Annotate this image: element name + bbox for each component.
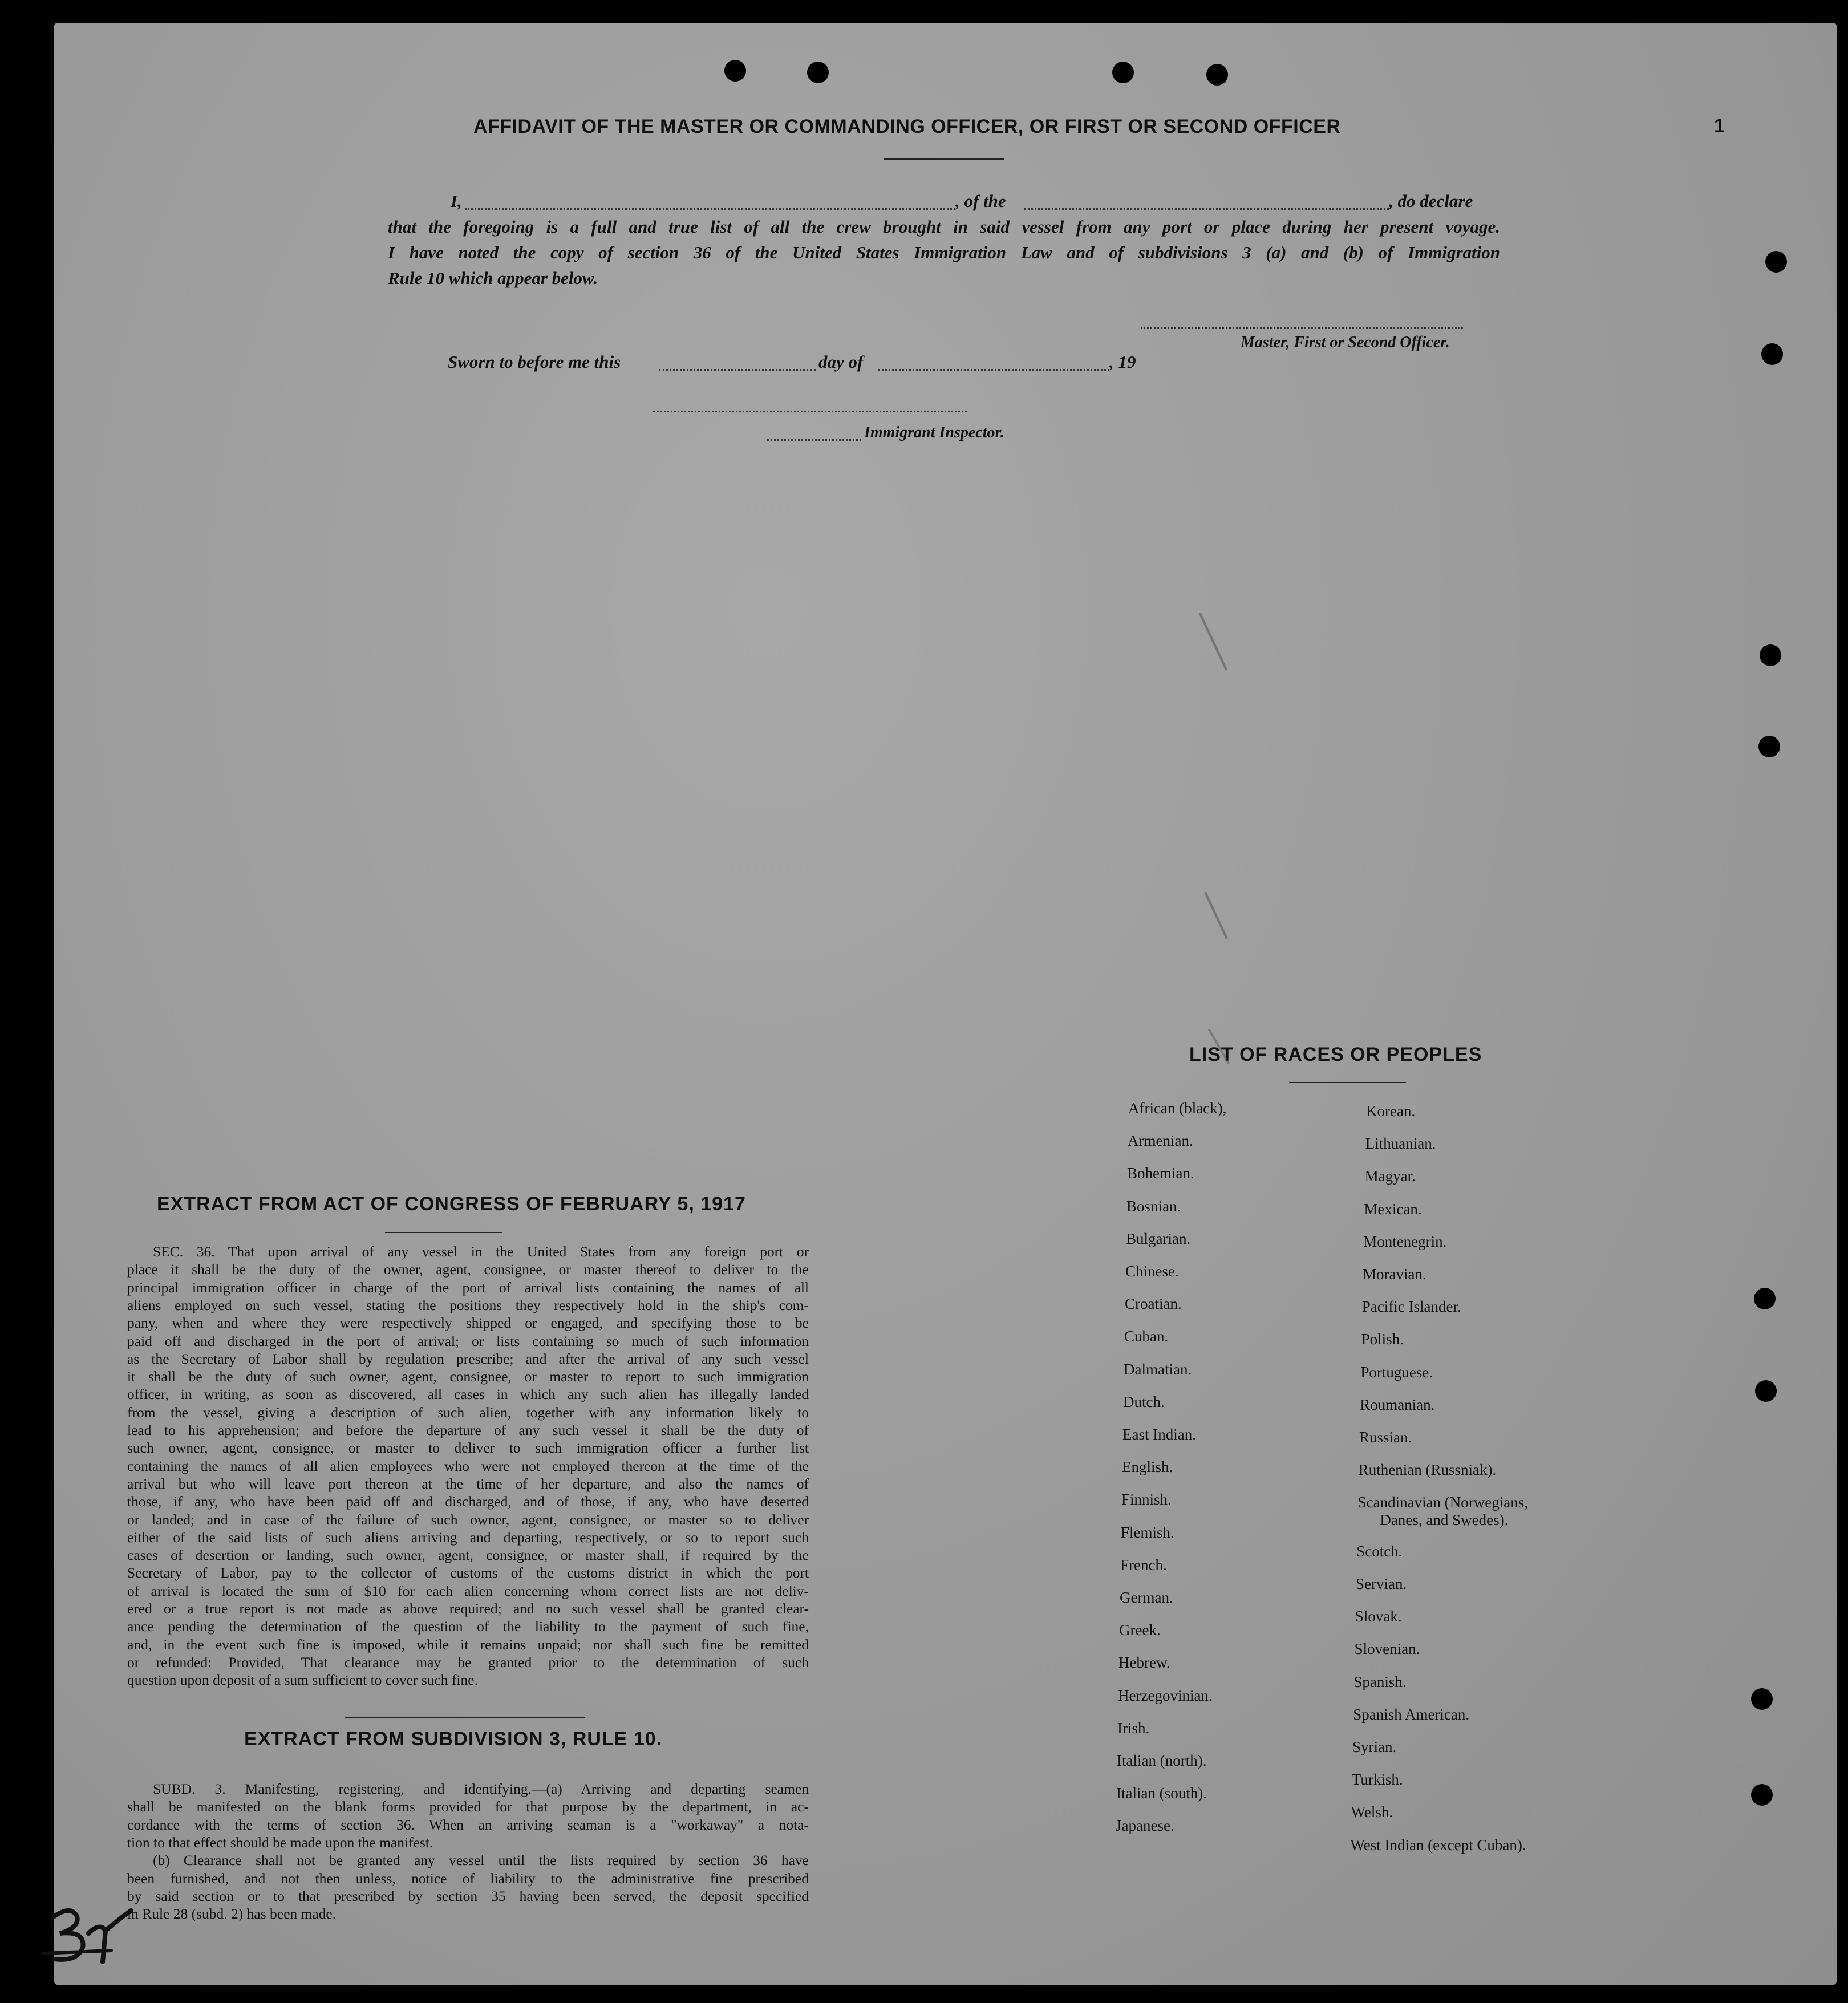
race-item: Russian. <box>1359 1429 1412 1446</box>
race-item: Hebrew. <box>1118 1654 1170 1672</box>
affidavit-i-label: I, <box>451 191 462 211</box>
race-item: Scandinavian (Norwegians, <box>1357 1494 1529 1511</box>
race-item: Finnish. <box>1121 1491 1172 1509</box>
race-item: Bohemian. <box>1127 1165 1194 1182</box>
act-text-line: paid off and discharged in the port of arrival; or lists containing so much of such information <box>127 1332 809 1349</box>
act-text-line: it shall be the duty of such owner, agent, consignee, or master to report to such immigration <box>127 1368 809 1385</box>
rule-text-line: shall be manifested on the blank forms provided for that purpose by the department, in ac- <box>127 1798 809 1815</box>
race-item: Pacific Islander. <box>1361 1298 1461 1316</box>
race-item: Scotch. <box>1356 1542 1403 1560</box>
race-item: Turkish. <box>1351 1771 1403 1789</box>
race-item: Italian (north). <box>1117 1752 1207 1769</box>
race-item: Mexican. <box>1364 1200 1422 1218</box>
act-text-line: either of the said lists of such aliens arriving and departing, respectively, or so to report such <box>127 1528 809 1546</box>
act-text-line: of arrival is located the sum of $10 for each alien concerning whom correct lists are not deliv- <box>127 1582 809 1599</box>
scan-streak <box>1199 613 1227 670</box>
vessel-blank[interactable] <box>1024 208 1389 210</box>
race-item: Herzegovinian. <box>1118 1686 1213 1704</box>
rule-text-line: (b) Clearance shall not be granted any vessel until the lists required by section 36 have <box>153 1852 809 1869</box>
punch-hole <box>1206 64 1228 86</box>
race-item: Servian. <box>1356 1575 1407 1592</box>
act-text-line: from the vessel, giving a description of such alien, together with any information likely to <box>127 1404 809 1421</box>
sworn-month-blank[interactable] <box>878 369 1109 371</box>
race-item: Polish. <box>1361 1331 1404 1348</box>
race-item: Syrian. <box>1352 1738 1397 1755</box>
race-item: Welsh. <box>1351 1803 1393 1821</box>
race-item: East Indian. <box>1122 1426 1196 1443</box>
race-item: Moravian. <box>1363 1266 1426 1283</box>
race-item: Montenegrin. <box>1363 1232 1447 1250</box>
race-item: West Indian (except Cuban). <box>1350 1836 1526 1854</box>
act-text-line: cases of desertion or landing, such owner, agent, consignee, or master shall, if required by the <box>127 1547 809 1564</box>
race-item: Flemish. <box>1121 1523 1174 1541</box>
scan-streak <box>1204 891 1228 939</box>
race-item: Dutch. <box>1123 1393 1165 1410</box>
act-text-line: arrival but who will leave port thereon at the time of her departure, and also the names of <box>127 1475 809 1492</box>
race-item: Spanish. <box>1353 1673 1407 1690</box>
inspector-caption: Immigrant Inspector. <box>864 424 1004 441</box>
race-item: English. <box>1122 1458 1173 1476</box>
act-text-line: as the Secretary of Labor shall by regulation prescribe; and after the arrival of any such vessel <box>127 1350 809 1367</box>
affidavit-line-3: Rule 10 which appear below. <box>388 268 598 288</box>
inspector-signature-blank-2[interactable] <box>767 439 861 441</box>
race-item: Roumanian. <box>1360 1396 1435 1413</box>
rule-text-line: SUBD. 3. Manifesting, registering, and identifying.—(a) Arriving and departing seamen <box>153 1781 809 1797</box>
act-text-line: and, in the event such fine is imposed, while it remains unpaid; nor shall such fine be remitted <box>127 1636 809 1653</box>
rule-text-line: in Rule 28 (subd. 2) has been made. <box>127 1905 337 1923</box>
race-item: Spanish American. <box>1353 1705 1470 1723</box>
races-title-rule <box>1289 1082 1406 1083</box>
race-item: Cuban. <box>1124 1328 1169 1345</box>
race-item: Lithuanian. <box>1365 1135 1436 1153</box>
handwritten-mark <box>31 1899 145 1985</box>
master-signature-blank[interactable] <box>1141 327 1463 329</box>
act-text-line: or landed; and in case of the failure of such owner, agent, consignee, or master so to deliver <box>127 1511 809 1528</box>
act-extract-title-rule <box>385 1232 502 1233</box>
rule-text-line: been furnished, and not then unless, notice of liability to the administrative fine prescribed <box>127 1870 809 1887</box>
act-text-line: ered or a true report is not made as above required; and no such vessel shall be granted clear- <box>127 1600 809 1617</box>
race-item: Chinese. <box>1125 1263 1179 1280</box>
inspector-signature-blank[interactable] <box>653 411 967 412</box>
act-text-line: question upon deposit of a sum sufficient to cover such fine. <box>127 1672 478 1689</box>
act-text-line: those, if any, who have been paid off and discharged, and of those, if any, who have deserted <box>127 1493 809 1510</box>
affidavit-do-declare: , do declare <box>1389 191 1473 211</box>
rule-text-line: by said section or to that prescribed by section 35 having been served, the deposit specified <box>127 1887 809 1904</box>
act-text-line: containing the names of all alien employees who were not employed thereon at the time of the <box>127 1457 809 1474</box>
punch-hole <box>1112 62 1134 83</box>
affidavit-line-1: that the foregoing is a full and true list of all the crew brought in said vessel from any port or place during her present voyage. <box>388 217 1500 237</box>
sworn-day-of: day of <box>818 352 864 372</box>
race-item: Bulgarian. <box>1126 1230 1191 1247</box>
act-text-line: lead to his apprehension; and before the departure of any such vessel it shall be the duty of <box>127 1422 809 1438</box>
punch-hole <box>1758 736 1780 757</box>
sworn-year-prefix: , 19 <box>1109 352 1136 372</box>
punch-hole <box>724 60 746 82</box>
race-item: French. <box>1120 1556 1167 1574</box>
act-text-line: principal immigration officer in charge of the port of arrival lists containing the names of all <box>127 1279 809 1296</box>
document-page <box>54 23 1837 1985</box>
punch-hole <box>1754 1288 1776 1309</box>
race-item: Korean. <box>1366 1102 1416 1120</box>
affidavit-title-rule <box>884 158 1004 160</box>
punch-hole <box>1761 343 1783 365</box>
affidavit-line-2: I have noted the copy of section 36 of the United States Immigration Law and of subdivisions 3 (a) and (b) of Immigration <box>388 242 1500 262</box>
act-text-line: ance pending the determination of the question of the liability to the payment of such fine, <box>127 1618 809 1635</box>
sworn-prefix: Sworn to before me this <box>448 352 621 372</box>
race-item: Magyar. <box>1364 1167 1416 1185</box>
act-text-line: or refunded: Provided, That clearance may be granted prior to the determination of such <box>127 1653 809 1670</box>
race-item: Slovenian. <box>1354 1640 1420 1658</box>
race-item: Croatian. <box>1125 1295 1182 1313</box>
race-item: Slovak. <box>1355 1608 1402 1625</box>
race-item: German. <box>1120 1589 1173 1606</box>
act-text-line: pany, when and where they were respectively shipped or engaged, and specifying those to be <box>127 1315 809 1332</box>
race-item: Bosnian. <box>1126 1197 1181 1215</box>
act-text-line: officer, in writing, as soon as discovered, all cases in which any such alien has illegally landed <box>127 1386 809 1403</box>
race-item: Armenian. <box>1128 1132 1193 1150</box>
punch-hole <box>807 62 829 83</box>
punch-hole <box>1755 1380 1777 1402</box>
race-item: Irish. <box>1117 1719 1150 1737</box>
margin-mark: 1 <box>1714 115 1725 137</box>
punch-hole <box>1765 251 1787 273</box>
rule-text-line: tion to that effect should be made upon the manifest. <box>127 1834 433 1851</box>
affidavit-title: AFFIDAVIT OF THE MASTER OR COMMANDING OFFICER, OR FIRST OR SECOND OFFICER <box>473 116 1341 137</box>
act-text-line: Secretary of Labor, pay to the collector of customs of the customs district in which the port <box>127 1564 809 1582</box>
race-item: Italian (south). <box>1116 1785 1207 1802</box>
act-text-line: place it shall be the duty of the owner, agent, consignee, or master thereof to deliver to the <box>127 1261 809 1278</box>
rule-text-line: cordance with the terms of section 36. When an arriving seaman is a "workaway" a nota- <box>127 1816 809 1833</box>
sworn-day-blank[interactable] <box>659 369 816 371</box>
race-item: Dalmatian. <box>1124 1360 1192 1378</box>
name-blank[interactable] <box>465 208 955 210</box>
race-item: Danes, and Swedes). <box>1380 1511 1509 1528</box>
race-item: African (black), <box>1128 1100 1227 1117</box>
act-extract-end-rule <box>345 1717 585 1718</box>
punch-hole <box>1751 1784 1773 1806</box>
act-text-line: aliens employed on such vessel, stating the positions they respectively hold in the ship's com- <box>127 1296 809 1313</box>
races-title: LIST OF RACES OR PEOPLES <box>1189 1044 1482 1065</box>
race-item: Portuguese. <box>1360 1363 1433 1381</box>
punch-hole <box>1751 1688 1773 1710</box>
race-item: Japanese. <box>1116 1817 1174 1835</box>
punch-hole <box>1760 644 1781 666</box>
act-extract-title: EXTRACT FROM ACT OF CONGRESS OF FEBRUARY 5, 1917 <box>157 1193 746 1215</box>
master-signature-caption: Master, First or Second Officer. <box>1241 334 1450 351</box>
race-item: Greek. <box>1119 1621 1161 1639</box>
rule-extract-title: EXTRACT FROM SUBDIVISION 3, RULE 10. <box>244 1728 663 1750</box>
affidavit-of-the: , of the <box>955 191 1006 211</box>
act-text-line: SEC. 36. That upon arrival of any vessel in the United States from any foreign port or <box>153 1243 809 1260</box>
race-item: Ruthenian (Russniak). <box>1358 1461 1497 1479</box>
act-text-line: such owner, agent, consignee, or master to deliver to such immigration officer a further list <box>127 1440 809 1457</box>
bleed-through-text <box>220 88 231 129</box>
